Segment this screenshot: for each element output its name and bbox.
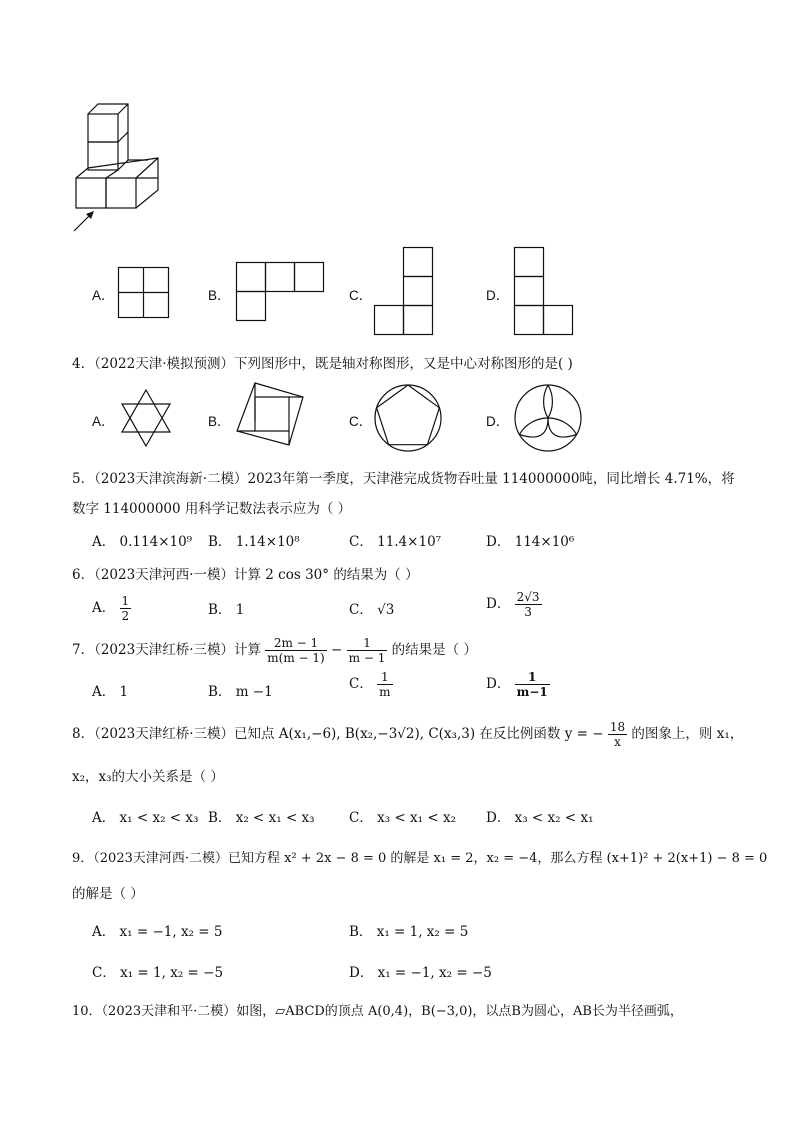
q4-option-b-pinwheel-square-figure	[233, 381, 305, 453]
q3-option-c-label[interactable]: C．	[349, 288, 373, 303]
q7-fraction-1: $\frac{2m - 1}{m(m - 1)}$	[267, 636, 325, 665]
q5-text-line2: 数字 114000000 用科学记数法表示应为（ ）	[72, 501, 352, 517]
q3-option-a-label[interactable]: A．	[92, 288, 115, 303]
q3-option-a-figure	[118, 267, 170, 319]
q8-suffix: 的图象上，则 x₁，	[631, 726, 744, 742]
q6-option-a-label: A．	[92, 600, 116, 616]
q6-option-a-fraction: $\frac{1}{2}$	[121, 594, 130, 623]
q4-option-a-hexagram-figure	[114, 386, 178, 450]
q6-option-a[interactable]	[92, 594, 131, 623]
cube-solid-figure	[70, 100, 170, 240]
q8-option-a[interactable]: A． x₁ < x₂ < x₃	[92, 810, 199, 826]
q6-option-b[interactable]: B． 1	[208, 602, 245, 618]
q8-option-b[interactable]: B． x₂ < x₁ < x₃	[208, 810, 315, 826]
q9-text-line2: 的解是（ ）	[72, 886, 144, 902]
q7-option-c[interactable]	[349, 670, 393, 699]
q4-option-a-label[interactable]: A．	[92, 414, 115, 429]
q5-text-line1: 5．（2023天津滨海新·二模）2023年第一季度，天津港完成货物吞吐量 114000000吨，同比增长 4.71%，将	[72, 471, 735, 487]
q8-text-line2: x₂，x₃的大小关系是（ ）	[72, 769, 224, 785]
q3-option-c-figure	[374, 247, 436, 339]
q8-prefix: 8．（2023天津红桥·三模）已知点	[72, 726, 275, 742]
q3-option-b-figure	[236, 262, 328, 322]
q6-text	[72, 563, 419, 583]
q7-prefix: 7．（2023天津红桥·三模）计算	[72, 642, 261, 658]
q8-function: y = −	[564, 726, 604, 742]
q8-mid: 在反比例函数	[479, 726, 561, 742]
q6-suffix: 的结果为（ ）	[333, 567, 419, 583]
q7-option-a[interactable]: A． 1	[92, 684, 129, 700]
q7-option-d-fraction: $\frac{1}{m-1}$	[516, 670, 548, 699]
q6-prefix: 6．（2023天津河西·一模）计算	[72, 567, 261, 583]
q9-option-c[interactable]: C． x₁ = 1, x₂ = −5	[92, 965, 224, 981]
q4-option-d-label[interactable]: D．	[486, 414, 510, 429]
q6-option-d[interactable]	[486, 590, 542, 619]
q4-option-b-label[interactable]: B．	[208, 414, 231, 429]
q8-option-d[interactable]: D． x₃ < x₂ < x₁	[486, 810, 594, 826]
q6-option-d-fraction: $\frac{2√3}{3}$	[516, 590, 540, 619]
q6-expression: 2 cos 30°	[265, 567, 330, 583]
q7-text	[72, 636, 477, 665]
q9-text-line1: 9．（2023天津河西·二模）已知方程 x² + 2x − 8 = 0 的解是 x₁ = 2，x₂ = −4，那么方程 (x+1)² + 2(x+1) − 8 = 0	[72, 851, 768, 866]
q9-option-a[interactable]: A． x₁ = −1, x₂ = 5	[92, 924, 223, 940]
q8-option-c[interactable]: C． x₃ < x₁ < x₂	[349, 810, 456, 826]
q6-option-d-label: D．	[486, 596, 511, 612]
q9-option-b[interactable]: B． x₁ = 1, x₂ = 5	[349, 924, 469, 940]
q8-points: A(x₁,−6), B(x₂,−3√2), C(x₃,3)	[278, 726, 476, 742]
q3-option-d-label[interactable]: D．	[486, 288, 510, 303]
q7-option-c-label: C．	[349, 676, 373, 692]
q10-text-line1: 10．（2023天津和平·二模）如图，▱ABCD的顶点 A(0,4)，B(−3,0)，以点B为圆心，AB长为半径画弧，	[72, 1004, 683, 1019]
q7-suffix: 的结果是（ ）	[391, 642, 477, 658]
q5-option-d[interactable]: D． 114×10⁶	[486, 534, 575, 550]
q8-function-fraction: $\frac{18}{x}$	[609, 720, 626, 749]
q7-option-d[interactable]	[486, 670, 550, 699]
q7-option-c-fraction: $\frac{1}{m}$	[379, 670, 391, 699]
q7-option-b[interactable]: B． m −1	[208, 684, 273, 700]
q9-option-d[interactable]: D． x₁ = −1, x₂ = −5	[349, 965, 492, 981]
q5-option-c[interactable]: C． 11.4×10⁷	[349, 534, 442, 550]
q6-option-c-value: √3	[377, 602, 395, 618]
q3-option-b-label[interactable]: B．	[208, 288, 231, 303]
q8-text-line1	[72, 720, 743, 749]
q4-option-c-circle-pentagon-figure	[372, 382, 444, 454]
q6-option-c[interactable]	[349, 598, 394, 618]
q3-option-d-figure	[514, 247, 576, 339]
q5-option-b[interactable]: B． 1.14×10⁸	[208, 534, 300, 550]
q5-option-a[interactable]: A． 0.114×10⁹	[92, 534, 193, 550]
q4-text: 4．（2022天津·模拟预测）下列图形中，既是轴对称图形，又是中心对称图形的是( )	[72, 356, 573, 372]
q7-fraction-2: $\frac{1}{m - 1}$	[348, 636, 386, 665]
q4-option-d-circle-arcs-figure	[512, 382, 584, 454]
q7-minus: −	[331, 642, 343, 658]
q4-option-c-label[interactable]: C．	[349, 414, 373, 429]
q7-option-d-label: D．	[486, 676, 511, 692]
q6-option-c-label: C．	[349, 602, 373, 618]
